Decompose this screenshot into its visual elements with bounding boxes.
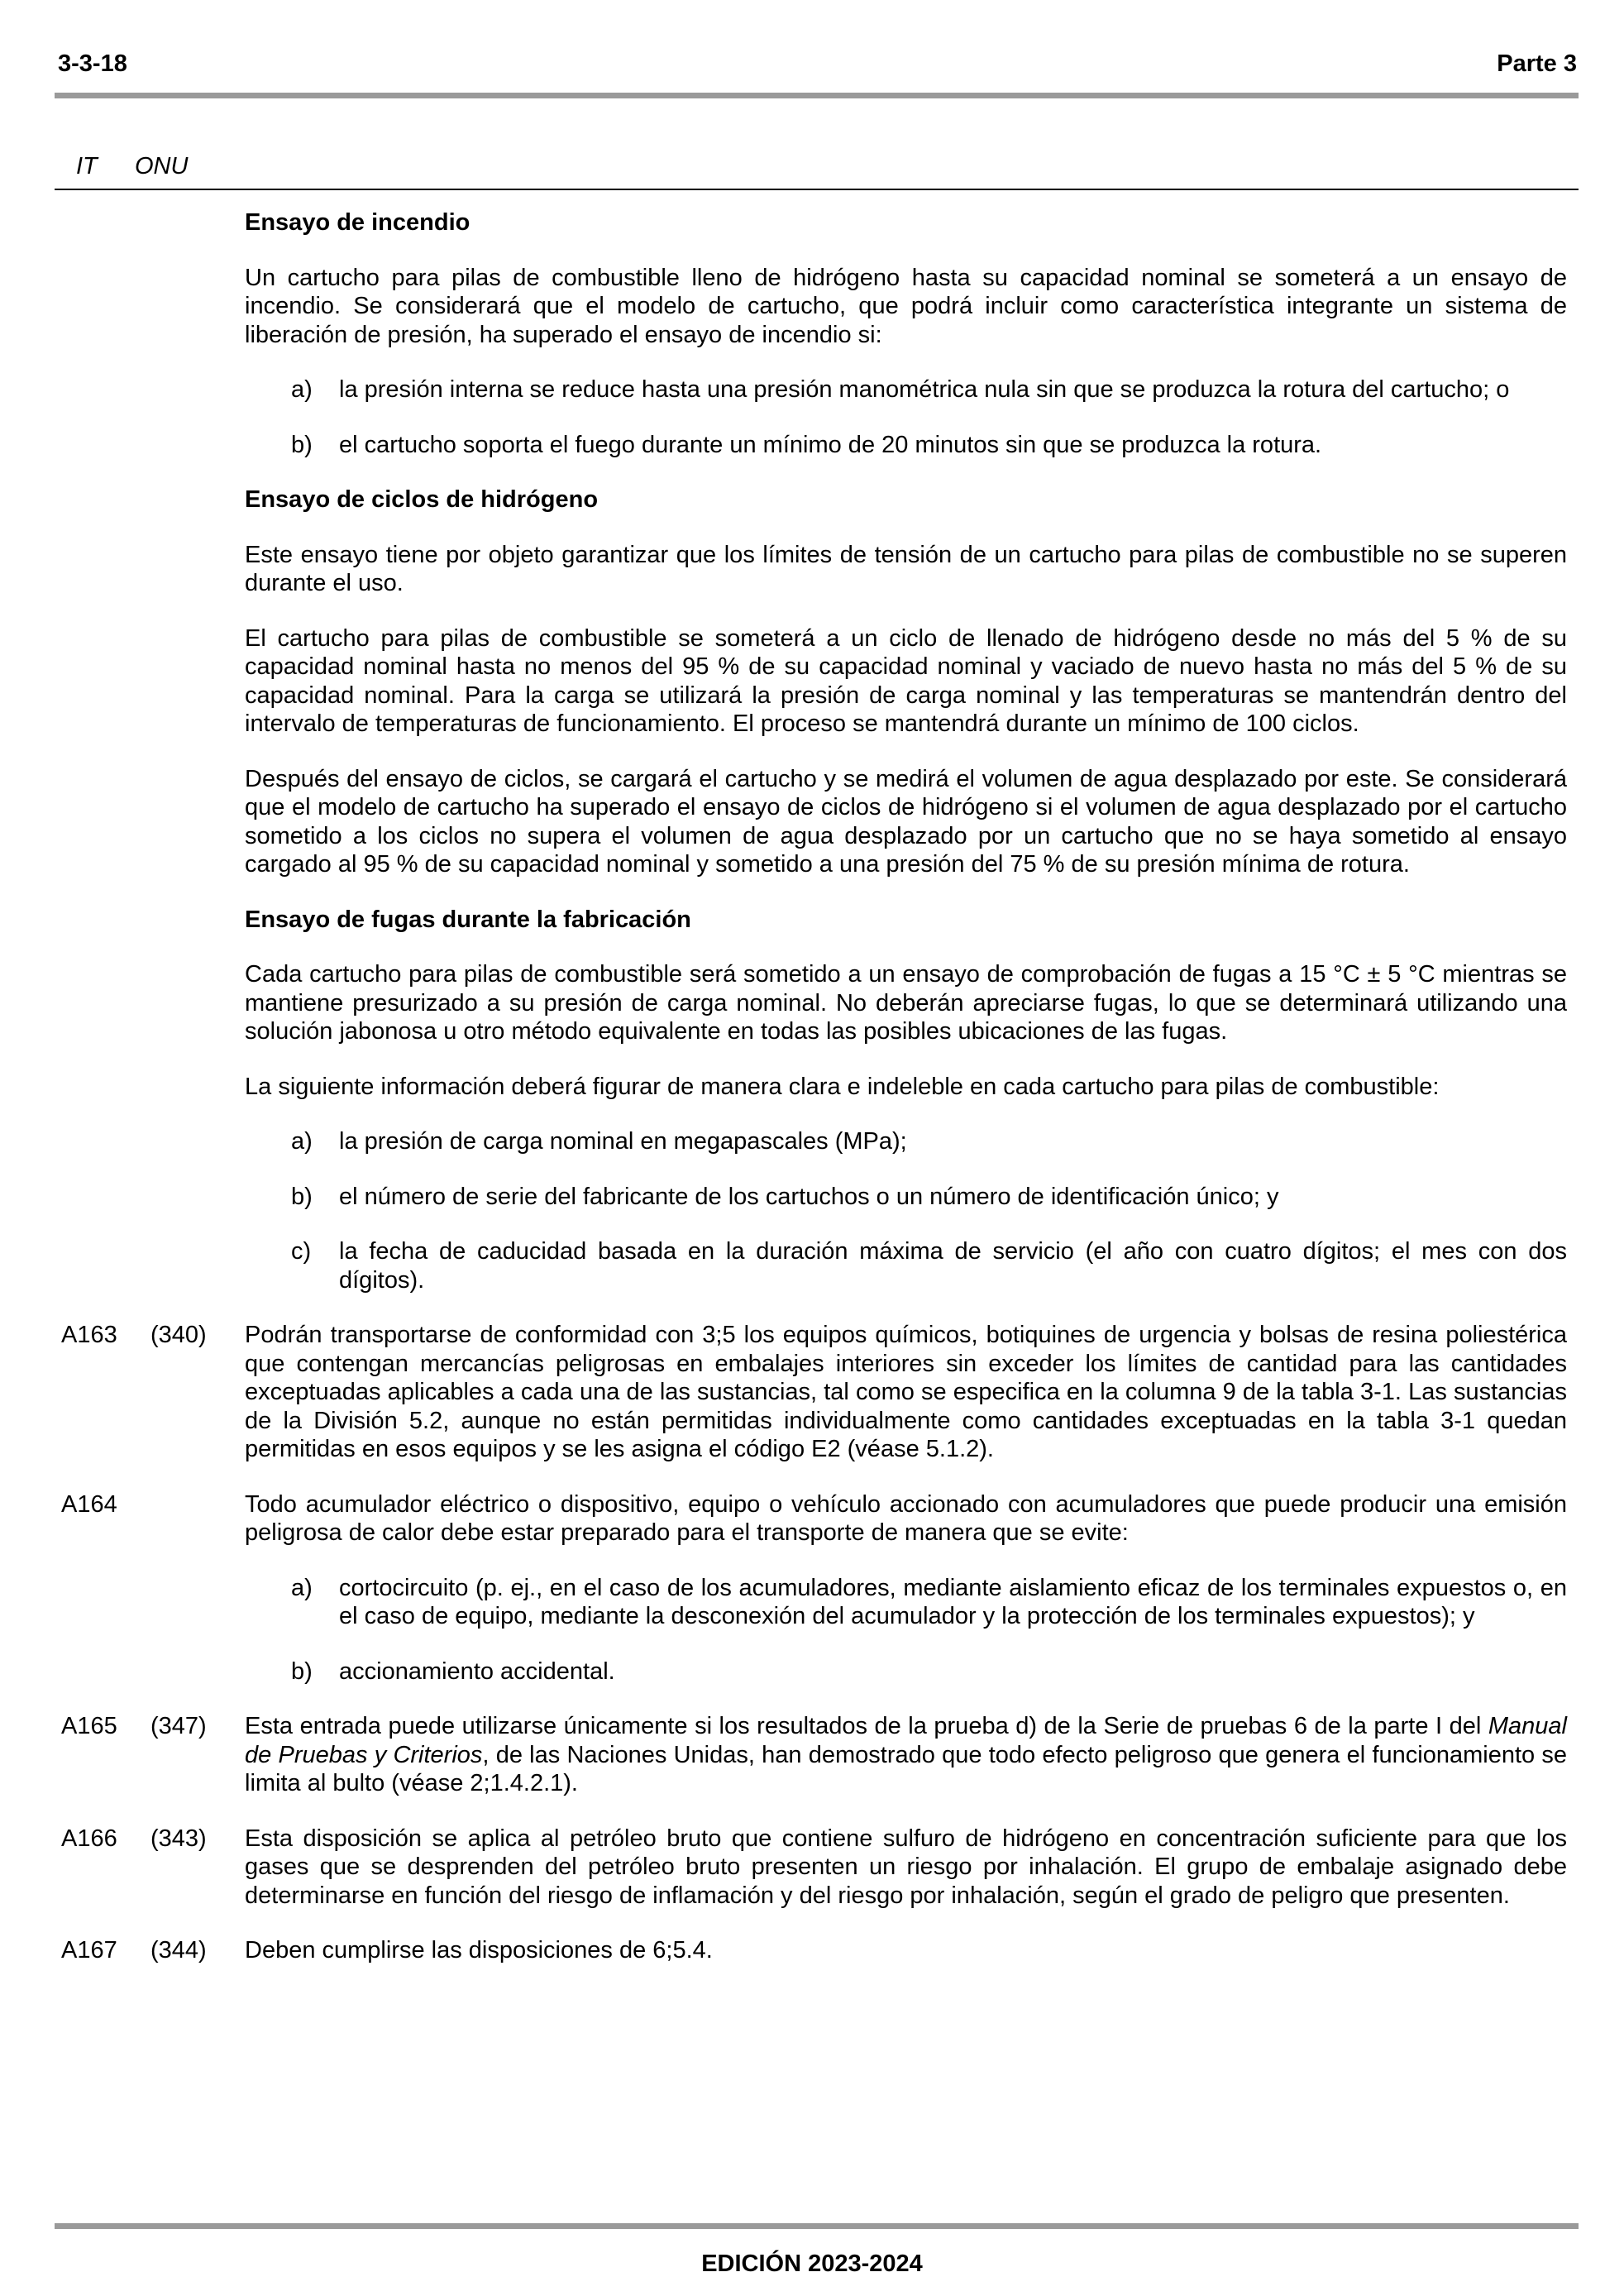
provision-body (245, 1825, 1567, 1911)
column-head-rule (55, 189, 1579, 190)
list-item (291, 1237, 1567, 1294)
cycle-test-paragraph: El cartucho para pilas de combustible se someterá a un ciclo de llenado de hidrógeno desde no más del 5 % de su capacidad nominal hasta no menos del 95 % de su capacidad nominal y vaciado de nuevo hasta no más del 5 % de su capacidad nominal. Para la carga se utilizará la presión de carga nominal y las temperaturas se mantendrán dentro del intervalo de temperaturas de funcionamiento. El proceso se mantendrá durante un mínimo de 100 ciclos. (245, 624, 1567, 737)
list-item-label: a) (291, 1128, 313, 1155)
provision-a166 (55, 1825, 1579, 1911)
provision-body (245, 1321, 1567, 1464)
provision-code: A165 (61, 1713, 117, 1739)
provision-body (245, 1936, 1567, 1965)
list-item (291, 431, 1567, 460)
provision-text: Podrán transportarse de conformidad con 3;5 los equipos químicos, botiquines de urgencia y bolsas de resina poliestérica que contengan mercancías peligrosas en embalajes interiores sin exceder los límites de cantidad para las cantidades exceptuadas aplicables a cada una de las sustancias, tal como se especifica en la columna 9 de la tabla 3-1. Las sustancias de la División 5.2, aunque no están permitidas individualmente como cantidades exceptuadas en la tabla 3-1 quedan permitidas en esos equipos y se les asigna el código E2 (véase 5.1.2). (245, 1322, 1567, 1462)
provision-code: A166 (61, 1825, 117, 1852)
list-item-label: c) (291, 1238, 312, 1265)
list-item-text: la presión de carga nominal en megapascales (MPa); (339, 1128, 907, 1155)
list-item-text: cortocircuito (p. ej., en el caso de los acumuladores, mediante aislamiento eficaz de los terminales expuestos o, en el caso de equipo, mediante la desconexión del acumulador y la protección de los terminales expuestos); y (339, 1574, 1567, 1629)
list-item-label: a) (291, 1574, 313, 1601)
un-number (150, 1490, 245, 1686)
list-item-label: b) (291, 431, 313, 458)
un-number: (340) (150, 1322, 207, 1348)
provision-text: Esta disposición se aplica al petróleo bruto que contiene sulfuro de hidrógeno en concentración suficiente para que los gases que se desprenden del petróleo bruto presenten un riesgo por inhalación. El grupo de embalaje asignado debe determinarse en función del riesgo de inflamación y del riesgo por inhalación, según el grado de peligro que presenten. (245, 1825, 1567, 1909)
provision-body (245, 1712, 1567, 1798)
list-item-text: el número de serie del fabricante de los cartuchos o un número de identificación único; y (339, 1183, 1279, 1210)
list-item-text: el cartucho soporta el fuego durante un mínimo de 20 minutos sin que se produzca la rotura. (339, 431, 1322, 458)
fire-test-heading: Ensayo de incendio (245, 209, 470, 236)
provision-text-end: , de las Naciones Unidas, han demostrado que todo efecto peligroso que genera el funcionamiento se limita al bulto (véase 2;1.4.2.1). (245, 1741, 1567, 1796)
list-item-label: b) (291, 1657, 313, 1685)
provision-code: A167 (61, 1937, 117, 1964)
header-rule (55, 93, 1579, 98)
leak-test-paragraph: Cada cartucho para pilas de combustible será sometido a un ensayo de comprobación de fugas a 15 °C ± 5 °C mientras se mantiene presurizado a su presión de carga nominal. No deberán apreciarse fugas, lo que se determinará utilizando una solución jabonosa u otro método equivalente en todas las posibles ubicaciones de las fugas. (245, 961, 1567, 1045)
un-number: (344) (150, 1937, 207, 1964)
list-item-text: la fecha de caducidad basada en la duración máxima de servicio (el año con cuatro dígitos; el mes con dos dígitos). (339, 1238, 1567, 1294)
fire-test-intro: Un cartucho para pilas de combustible lleno de hidrógeno hasta su capacidad nominal se someterá a un ensayo de incendio. Se considerará que el modelo de cartucho, que podrá incluir como característica integrante un sistema de liberación de presión, ha superado el ensayo de incendio si: (245, 264, 1567, 348)
list-item (291, 1657, 1567, 1686)
provision-a167 (55, 1936, 1579, 1965)
column-head-it: IT (76, 153, 98, 179)
provision-text-start: Esta entrada puede utilizarse únicamente si los resultados de la prueba d) de la Serie de pruebas 6 de la parte I del (245, 1713, 1488, 1739)
cycle-test-paragraph: Este ensayo tiene por objeto garantizar que los límites de tensión de un cartucho para pilas de combustible no se superen durante el uso. (245, 541, 1567, 596)
edition-label: EDICIÓN 2023-2024 (701, 2251, 923, 2277)
cycle-test-heading: Ensayo de ciclos de hidrógeno (245, 486, 599, 513)
list-item-label: b) (291, 1183, 313, 1210)
leak-test-paragraph: La siguiente información deberá figurar de manera clara e indeleble en cada cartucho para pilas de combustible: (245, 1073, 1440, 1100)
provision-text (245, 1712, 1567, 1798)
provision-code: A164 (61, 1490, 117, 1518)
list-item (291, 375, 1567, 404)
list-item-label: a) (291, 376, 313, 403)
provision-code: A163 (61, 1322, 117, 1348)
provision-a165 (55, 1712, 1579, 1798)
provision-body (245, 1490, 1567, 1686)
provision-text: Deben cumplirse las disposiciones de 6;5.4. (245, 1937, 713, 1964)
list-item (291, 1183, 1567, 1212)
provision-text: Todo acumulador eléctrico o dispositivo, equipo o vehículo accionado con acumuladores que puede producir una emisión peligrosa de calor debe estar preparado para el transporte de manera que se evite: (245, 1490, 1567, 1546)
column-head-onu: ONU (135, 153, 189, 179)
list-item-text: la presión interna se reduce hasta una presión manométrica nula sin que se produzca la rotura del cartucho; o (339, 376, 1510, 403)
leak-test-heading: Ensayo de fugas durante la fabricación (245, 906, 691, 933)
provision-a163 (55, 1321, 1579, 1464)
provision-a164 (55, 1490, 1579, 1686)
page-number: 3-3-18 (58, 50, 127, 77)
un-number: (343) (150, 1825, 207, 1852)
list-item (291, 1574, 1567, 1631)
list-item (291, 1127, 1567, 1156)
manual-title: Manual de Pruebas y Criterios (245, 1713, 1567, 1768)
list-item-text: accionamiento accidental. (339, 1657, 615, 1685)
un-number: (347) (150, 1713, 207, 1739)
cycle-test-paragraph: Después del ensayo de ciclos, se cargará el cartucho y se medirá el volumen de agua desplazado por este. Se considerará que el modelo de cartucho ha superado el ensayo de ciclos de hidrógeno si el volumen de agua desplazado por el cartucho sometido a los ciclos no supera el volumen de agua desplazado por un cartucho que no se haya sometido al ensayo cargado al 95 % de su capacidad nominal y sometido a una presión del 75 % de su presión mínima de rotura. (245, 765, 1567, 878)
footer-rule (55, 2223, 1579, 2229)
page-content (55, 208, 1579, 1992)
part-label: Parte 3 (1497, 50, 1577, 77)
